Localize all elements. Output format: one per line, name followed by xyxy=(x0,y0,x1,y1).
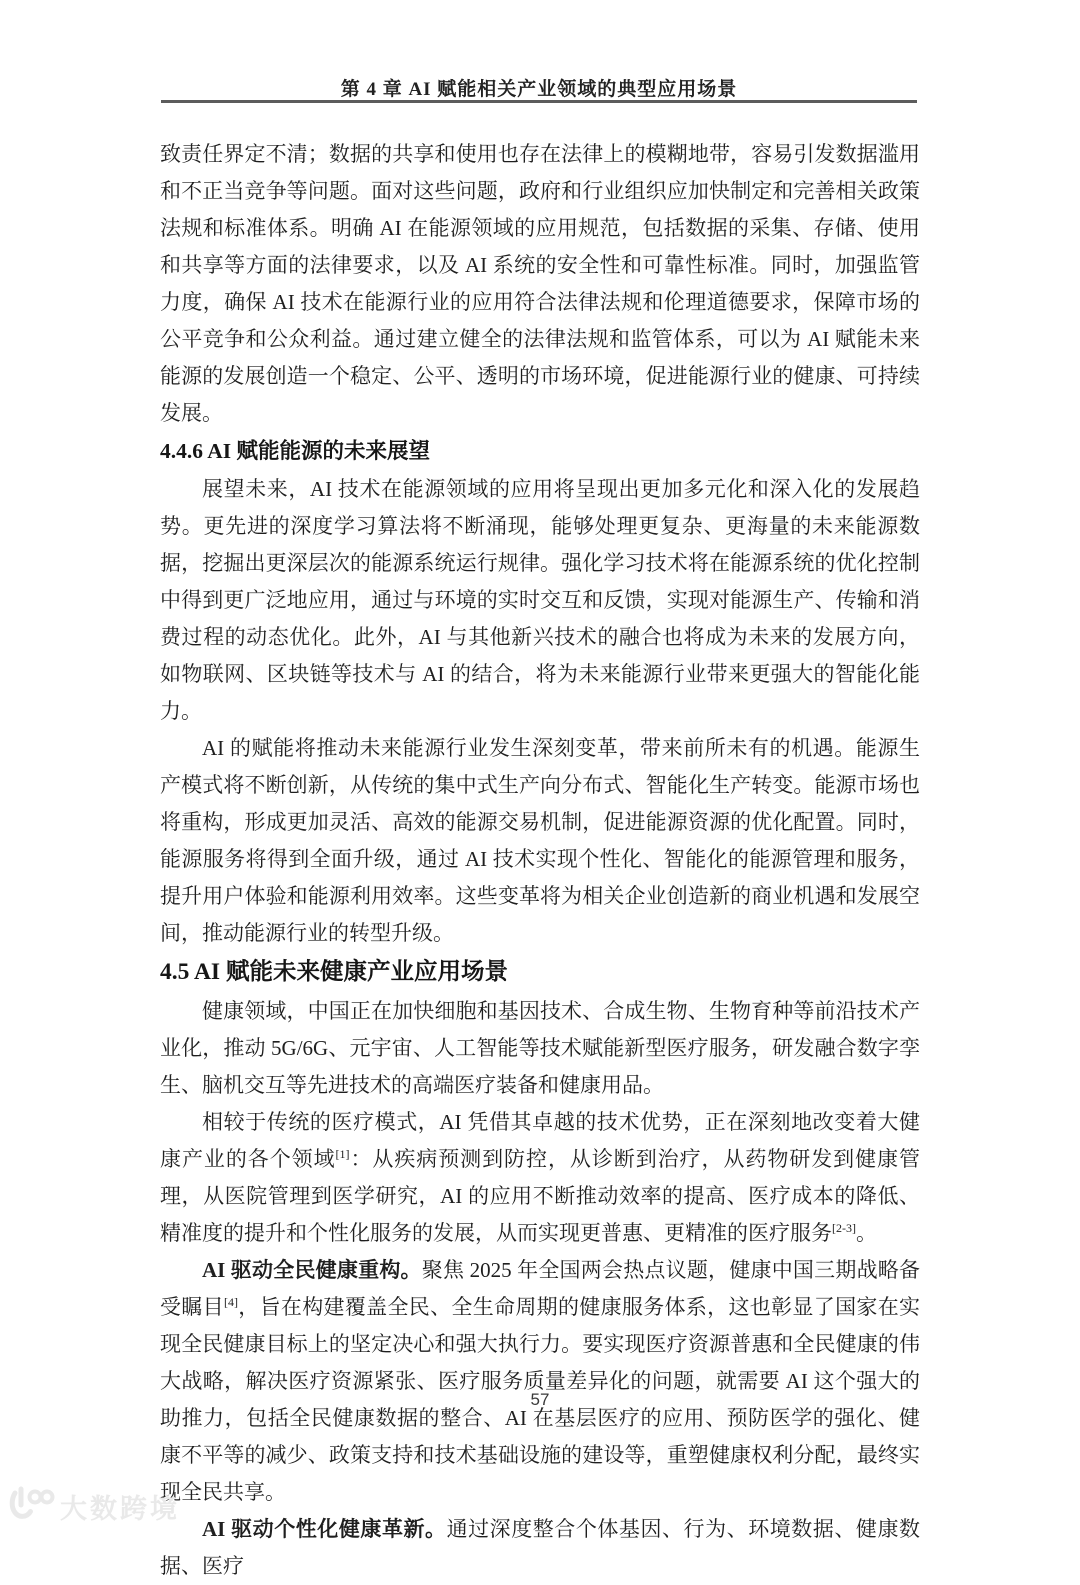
text-segment: 致责任界定不清；数据的共享和使用也存在法律上的模糊地带，容易引发数据滥用和不正当竞争等问题。面对这些问题，政府和行业组织应加快制定和完善相关政策法规和标准体系。明确 AI 在能源领域的应用规范，包括数据的采集、存储、使用和共享等方面的法律要求，以及 AI 系统的安全性和可靠性标准。同时，加强监管力度，确保 AI 技术在能源行业的应用符合法律法规和伦理道德要求，保障市场的公平竞争和公众利益。通过建立健全的法律法规和监管体系，可以为 AI 赋能未来能源的发展创造一个稳定、公平、透明的市场环境，促进能源行业的健康、可持续发展。 xyxy=(160,142,920,425)
header-rule xyxy=(161,100,917,103)
text-segment: 展望未来，AI 技术在能源领域的应用将呈现出更加多元化和深入化的发展趋势。更先进的深度学习算法将不断涌现，能够处理更复杂、更海量的未来能源数据，挖掘出更深层次的能源系统运行规律。强化学习技术将在能源系统的优化控制中得到更广泛地应用，通过与环境的实时交互和反馈，实现对能源生产、传输和消费过程的动态优化。此外，AI 与其他新兴技术的融合也将成为未来的发展方向，如物联网、区块链等技术与 AI 的结合，将为未来能源行业带来更强大的智能化能力。 xyxy=(160,477,920,723)
section-heading xyxy=(160,952,920,993)
body-paragraph xyxy=(160,1104,920,1252)
citation-superscript: [2-3] xyxy=(832,1221,856,1235)
text-segment: 健康领域，中国正在加快细胞和基因技术、合成生物、生物育种等前沿技术产业化，推动 5G/6G、元宇宙、人工智能等技术赋能新型医疗服务，研发融合数字孪生、脑机交互等先进技术的高端医疗装备和健康用品。 xyxy=(160,999,920,1097)
text-segment: ，旨在构建覆盖全民、全生命周期的健康服务体系，这也彰显了国家在实现全民健康目标上的坚定决心和强大执行力。要实现医疗资源普惠和全民健康的伟大战略，解决医疗资源紧张、医疗服务质量差异化的问题，就需要 AI 这个强大的助推力，包括全民健康数据的整合、AI 在基层医疗的应用、预防医学的强化、健康不平等的减少、政策支持和技术基础设施的建设等，重塑健康权利分配，最终实现全民共享。 xyxy=(160,1295,921,1504)
watermark-text: 大数跨境 xyxy=(60,1494,180,1525)
text-segment: 相较于传统的医疗模式，AI 凭借其卓越的技术优势，正在深刻地改变着大健康产业的各个领域 xyxy=(160,1110,920,1171)
citation-superscript: [4] xyxy=(223,1295,238,1309)
watermark xyxy=(8,1484,180,1529)
section-heading xyxy=(160,432,920,471)
page-number: 57 xyxy=(530,1390,550,1409)
text-segment: AI 驱动个性化健康革新。 xyxy=(202,1517,447,1541)
text-segment: 通过深度整合个体基因、行为、环境数据、健康数据、医疗 xyxy=(160,1517,920,1578)
body-paragraph xyxy=(160,1252,920,1511)
text-segment: AI 驱动全民健康重构。 xyxy=(202,1258,422,1282)
text-segment: ：从疾病预测到防控，从诊断到治疗，从药物研发到健康管理，从医院管理到医学研究，AI 的应用不断推动效率的提高、医疗成本的降低、精准度的提升和个性化服务的发展，从而实现更普惠、更精准的医疗服务 xyxy=(160,1147,920,1245)
body-paragraph xyxy=(160,993,920,1104)
text-segment: 4.4.6 AI 赋能能源的未来展望 xyxy=(160,439,430,463)
citation-superscript: [1] xyxy=(335,1147,350,1161)
body-paragraph xyxy=(160,136,920,432)
document-body xyxy=(160,136,920,1585)
running-header-title: 第 4 章 AI 赋能相关产业领域的典型应用场景 xyxy=(340,79,738,100)
watermark-logo-icon xyxy=(8,1484,54,1529)
text-segment: 聚焦 2025 年全国两会热点议题，健康中国三期战略备受瞩目 xyxy=(160,1258,920,1319)
body-paragraph xyxy=(160,730,920,952)
text-segment: 。 xyxy=(856,1221,877,1245)
body-paragraph xyxy=(160,471,920,730)
text-segment: 4.5 AI 赋能未来健康产业应用场景 xyxy=(160,959,508,985)
body-paragraph xyxy=(160,1511,920,1585)
text-segment: AI 的赋能将推动未来能源行业发生深刻变革，带来前所未有的机遇。能源生产模式将不断创新，从传统的集中式生产向分布式、智能化生产转变。能源市场也将重构，形成更加灵活、高效的能源交易机制，促进能源资源的优化配置。同时，能源服务将得到全面升级，通过 AI 技术实现个性化、智能化的能源管理和服务，提升用户体验和能源利用效率。这些变革将为相关企业创造新的商业机遇和发展空间，推动能源行业的转型升级。 xyxy=(160,736,920,945)
